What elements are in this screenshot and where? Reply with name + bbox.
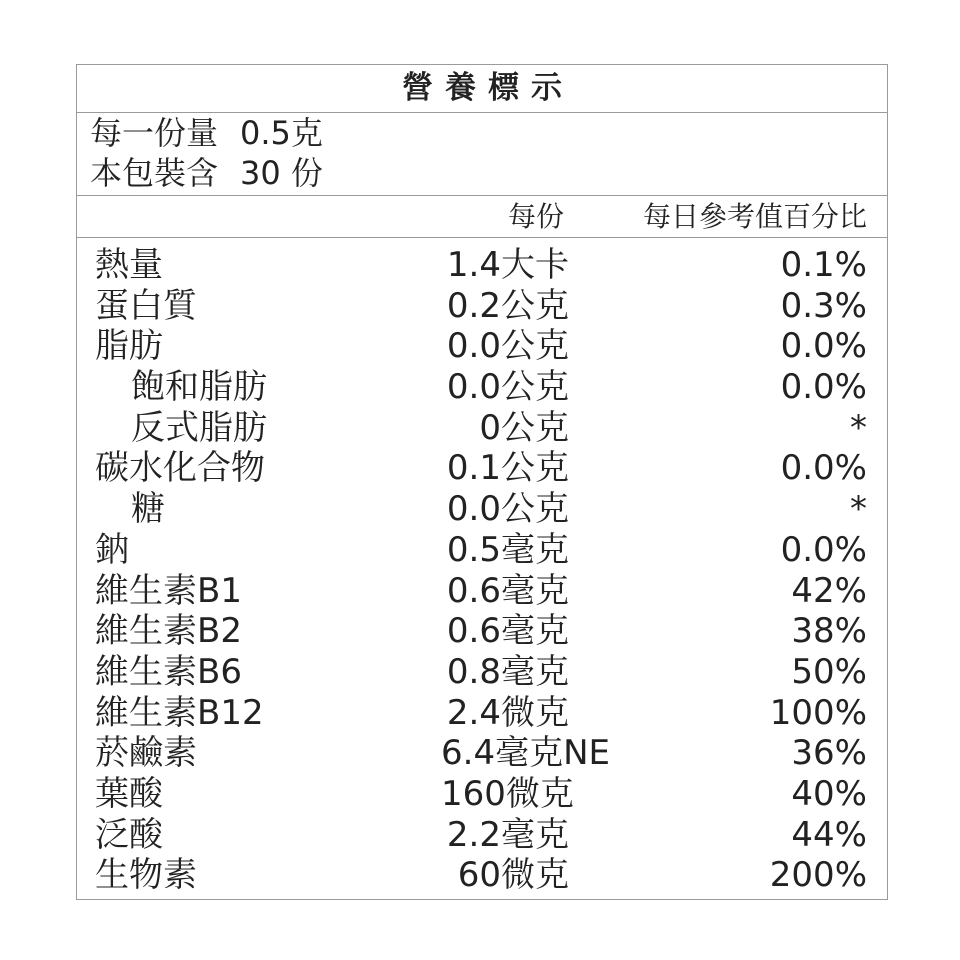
amount-unit: 公克 [501, 326, 569, 367]
serving-size-label: 每一份量 [90, 114, 219, 152]
amount-unit: 毫克NE [495, 733, 610, 774]
nutrient-row [77, 815, 887, 856]
daily-value-header: 每日參考值百分比 [642, 200, 867, 233]
nutrient-amount [441, 367, 569, 408]
nutrient-name: 維生素B12 [95, 692, 264, 733]
nutrient-name: 脂肪 [95, 326, 163, 367]
nutrient-amount [441, 855, 569, 896]
nutrient-amount [441, 571, 569, 612]
nutrient-row [77, 733, 887, 774]
nutrient-amount [441, 286, 569, 327]
amount-unit: 微克 [501, 692, 569, 733]
amount-unit: 大卡 [501, 245, 569, 285]
nutrient-row [77, 855, 887, 896]
nutrient-daily-value: 40% [791, 773, 867, 814]
nutrient-amount [441, 408, 569, 449]
amount-number: 0.0 [446, 489, 501, 530]
nutrient-amount [441, 448, 569, 489]
amount-number: 0.6 [446, 611, 501, 652]
amount-unit: 公克 [501, 367, 569, 408]
amount-number: 0.1 [446, 448, 501, 489]
nutrient-row [77, 693, 887, 734]
amount-unit: 公克 [501, 285, 569, 326]
nutrient-daily-value: * [850, 407, 867, 448]
nutrient-name: 生物素 [95, 855, 197, 896]
amount-number: 1.4 [446, 245, 501, 285]
amount-number: 0.6 [446, 570, 501, 611]
nutrient-name: 維生素B6 [95, 651, 242, 692]
nutrient-name: 鈉 [95, 529, 129, 570]
amount-number: 2.2 [446, 814, 501, 855]
nutrient-amount [441, 245, 569, 286]
nutrient-row [77, 611, 887, 652]
amount-number: 0 [479, 407, 501, 448]
nutrient-row [77, 367, 887, 408]
nutrient-name: 泛酸 [95, 814, 163, 855]
nutrient-row [77, 448, 887, 489]
nutrient-row [77, 489, 887, 530]
nutrient-daily-value: 50% [791, 651, 867, 692]
amount-number: 0.8 [446, 651, 501, 692]
nutrient-amount [441, 693, 569, 734]
nutrient-name: 維生素B2 [95, 611, 242, 652]
nutrient-name: 糖 [131, 489, 165, 530]
nutrient-daily-value: * [850, 489, 867, 530]
nutrient-daily-value: 200% [769, 855, 867, 896]
nutrient-name: 碳水化合物 [95, 448, 265, 489]
nutrient-daily-value: 36% [791, 733, 867, 774]
nutrient-name: 維生素B1 [95, 570, 242, 611]
nutrient-daily-value: 0.0% [780, 448, 867, 489]
servings-per-package-value: 30 份 [240, 154, 323, 192]
amount-unit: 毫克 [501, 651, 569, 692]
amount-unit: 微克 [505, 773, 574, 814]
nutrient-amount [441, 652, 569, 693]
nutrient-daily-value: 38% [791, 611, 867, 652]
nutrient-amount [441, 611, 569, 652]
nutrient-daily-value: 44% [791, 814, 867, 855]
panel-title: 營養標示 [402, 70, 574, 106]
amount-unit: 毫克 [501, 611, 569, 652]
nutrient-name: 菸鹼素 [95, 733, 197, 774]
amount-unit: 公克 [501, 407, 569, 448]
nutrient-name: 葉酸 [95, 773, 163, 814]
serving-size-value: 0.5克 [240, 114, 323, 152]
amount-unit: 微克 [501, 855, 569, 896]
nutrient-amount [441, 326, 569, 367]
divider [77, 237, 887, 238]
nutrient-daily-value: 0.0% [780, 367, 867, 408]
serving-size-line [90, 113, 323, 153]
nutrient-amount [441, 530, 569, 571]
nutrient-row [77, 326, 887, 367]
nutrient-row [77, 571, 887, 612]
nutrition-facts-panel [76, 64, 888, 900]
nutrient-name: 飽和脂肪 [131, 367, 267, 408]
nutrient-row [77, 652, 887, 693]
nutrient-daily-value: 0.0% [780, 326, 867, 367]
amount-unit: 公克 [501, 489, 569, 530]
nutrient-amount [441, 773, 574, 815]
nutrient-amount [441, 733, 610, 774]
amount-unit: 毫克 [501, 814, 569, 855]
nutrient-amount [441, 489, 569, 530]
amount-number: 2.4 [446, 692, 501, 733]
nutrient-list [77, 245, 887, 896]
nutrient-row [77, 530, 887, 571]
amount-number: 6.4 [441, 733, 496, 774]
nutrient-row [77, 774, 887, 815]
amount-number: 0.5 [446, 529, 501, 570]
amount-number: 60 [457, 855, 501, 896]
nutrient-daily-value: 0.1% [780, 245, 867, 285]
amount-unit: 毫克 [501, 529, 569, 570]
amount-number: 160 [441, 773, 506, 814]
nutrient-daily-value: 100% [769, 692, 867, 733]
nutrient-daily-value: 0.0% [780, 529, 867, 570]
nutrient-name: 蛋白質 [95, 285, 197, 326]
per-serving-header: 每份 [507, 200, 564, 233]
amount-number: 0.2 [446, 285, 501, 326]
amount-unit: 毫克 [501, 570, 569, 611]
amount-number: 0.0 [446, 326, 501, 367]
amount-unit: 公克 [501, 448, 569, 489]
nutrient-daily-value: 42% [791, 570, 867, 611]
amount-number: 0.0 [446, 367, 501, 408]
servings-per-package-label: 本包裝含 [90, 154, 219, 192]
nutrient-name: 熱量 [95, 245, 163, 285]
nutrient-daily-value: 0.3% [780, 285, 867, 326]
nutrient-name: 反式脂肪 [131, 407, 267, 448]
nutrient-amount [441, 815, 569, 856]
servings-per-package-line [90, 153, 323, 193]
nutrient-row [77, 245, 887, 286]
nutrient-row [77, 408, 887, 449]
nutrient-row [77, 286, 887, 327]
